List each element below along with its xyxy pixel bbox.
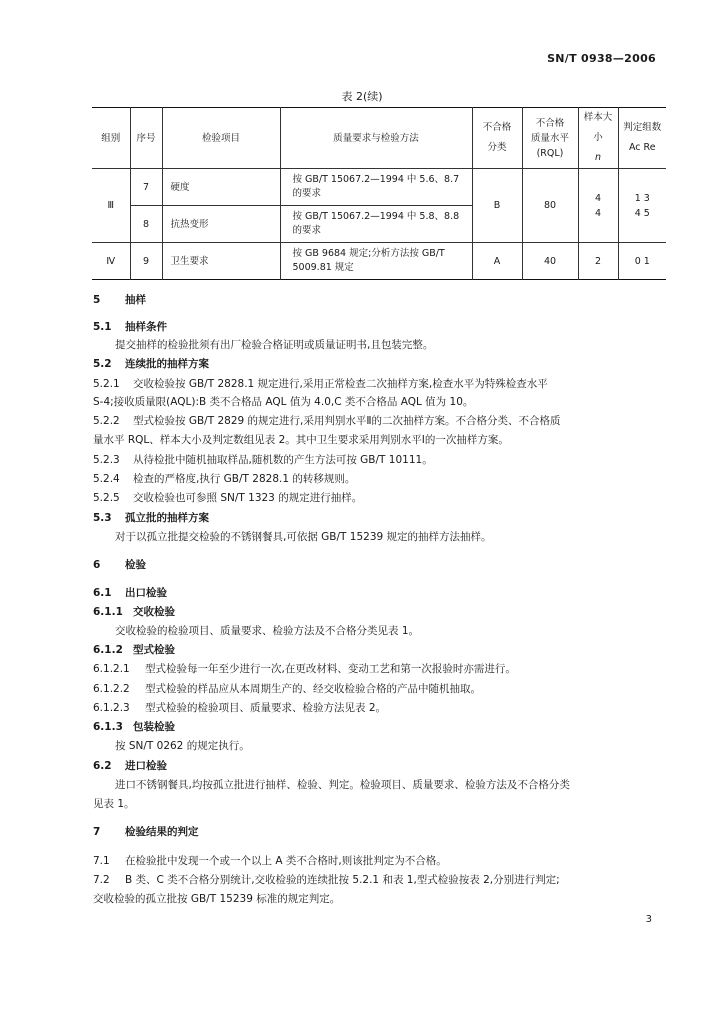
cell-group: Ⅳ xyxy=(92,243,130,280)
subsection-heading xyxy=(93,759,167,773)
clause-text: 型式检验的样品应从本周期生产的、经交收检验合格的产品中随机抽取。 xyxy=(145,683,481,695)
table-title: 表 2(续) xyxy=(341,90,383,103)
clause xyxy=(93,453,433,467)
header-class xyxy=(472,108,522,169)
clause xyxy=(93,662,516,676)
page-number: 3 xyxy=(645,914,652,925)
cell-acre-row8: 4 5 xyxy=(634,207,650,219)
paragraph: S-4;接收质量限(AQL):B 类不合格品 AQL 值为 4.0,C 类不合格品 AQL 值为 10。 xyxy=(93,396,474,408)
clause-number: 5.2.3 xyxy=(93,454,120,466)
cell-group: Ⅲ xyxy=(92,169,130,243)
table-header-row xyxy=(92,108,666,169)
heading-text: 抽样 xyxy=(125,294,146,306)
header-sample-size xyxy=(578,108,618,169)
clause-text: 从待检批中随机抽取样品,随机数的产生方法可按 GB/T 10111。 xyxy=(133,454,433,466)
header-item: 检验项目 xyxy=(162,108,280,169)
cell-n-row8: 4 xyxy=(594,207,602,219)
clause-number: 5.2.1 xyxy=(93,378,120,390)
subsection-heading xyxy=(93,605,175,619)
subsection-heading xyxy=(93,643,175,657)
subsection-heading xyxy=(93,320,167,334)
cell-n-row7: 4 xyxy=(594,192,602,204)
cell-class: B xyxy=(472,169,522,243)
paragraph: 按 SN/T 0262 的规定执行。 xyxy=(115,740,250,752)
clause xyxy=(93,701,386,715)
clause-text: 型式检验每一年至少进行一次,在更改材料、变动工艺和第一次报验时亦需进行。 xyxy=(145,663,516,675)
heading-text: 孤立批的抽样方案 xyxy=(125,512,209,524)
cell-req xyxy=(280,169,472,206)
header-group: 组别 xyxy=(92,108,130,169)
header-acre xyxy=(618,108,666,169)
cell-rql: 40 xyxy=(522,243,578,280)
header-rql-line1: 不合格 xyxy=(535,117,565,129)
clause-text: 交收检验也可参照 SN/T 1323 的规定进行抽样。 xyxy=(133,492,363,504)
heading-number: 6.1.1 xyxy=(93,606,123,618)
heading-text: 型式检验 xyxy=(133,644,175,656)
header-req: 质量要求与检验方法 xyxy=(280,108,472,169)
cell-req-line1: 按 GB/T 15067.2—1994 中 5.6、8.7 xyxy=(292,174,460,185)
header-acre-line1: 判定组数 xyxy=(623,122,662,133)
clause-text: 型式检验的检验项目、质量要求、检验方法见表 2。 xyxy=(145,702,387,714)
heading-text: 连续批的抽样方案 xyxy=(125,358,209,370)
heading-number: 6.1 xyxy=(93,587,112,599)
heading-number: 6.1.3 xyxy=(93,721,123,733)
subsection-heading xyxy=(93,357,209,371)
table-row xyxy=(92,169,666,206)
header-rql-line2: 质量水平 xyxy=(530,132,569,144)
clause-text: 交收检验按 GB/T 2828.1 规定进行,采用正常检查二次抽样方案,检查水平为特殊检查水平 xyxy=(133,378,548,390)
cell-req-line2: 的要求 xyxy=(292,188,322,199)
heading-text: 出口检验 xyxy=(125,587,167,599)
clause xyxy=(93,873,560,887)
heading-text: 抽样条件 xyxy=(125,321,167,333)
table-row xyxy=(92,243,666,280)
document-code: SN/T 0938—2006 xyxy=(547,52,656,65)
clause xyxy=(93,682,481,696)
header-rql xyxy=(522,108,578,169)
cell-class: A xyxy=(472,243,522,280)
heading-text: 检验结果的判定 xyxy=(125,826,199,838)
cell-item: 卫生要求 xyxy=(162,243,280,280)
cell-sample-size xyxy=(578,169,618,243)
cell-item: 抗热变形 xyxy=(162,206,280,243)
paragraph: 交收检验的孤立批按 GB/T 15239 标准的规定判定。 xyxy=(93,893,341,905)
inspection-table xyxy=(92,107,666,280)
header-n-line1: 样本大小 xyxy=(583,112,613,143)
paragraph: 交收检验的检验项目、质量要求、检验方法及不合格分类见表 1。 xyxy=(115,625,420,637)
header-class-line2: 分类 xyxy=(487,142,507,153)
cell-req-line1: 按 GB 9684 规定;分析方法按 GB/T xyxy=(292,248,445,259)
cell-item: 硬度 xyxy=(162,169,280,206)
cell-seq: 9 xyxy=(130,243,162,280)
clause xyxy=(93,472,355,486)
cell-acre xyxy=(618,169,666,243)
clause-number: 6.1.2.3 xyxy=(93,702,130,714)
cell-req-line2: 5009.81 规定 xyxy=(292,262,354,273)
clause-text: 检查的严格度,执行 GB/T 2828.1 的转移规则。 xyxy=(133,473,356,485)
paragraph: 进口不锈钢餐具,均按孤立批进行抽样、检验、判定。检验项目、质量要求、检验方法及不合格分类 xyxy=(115,779,570,791)
section-heading xyxy=(93,825,199,839)
clause-text: B 类、C 类不合格分别统计,交收检验的连续批按 5.2.1 和表 1,型式检验按表 2,分别进行判定; xyxy=(125,874,560,886)
cell-acre-row7: 1 3 xyxy=(634,192,650,204)
clause-number: 7.2 xyxy=(93,874,110,886)
paragraph: 见表 1。 xyxy=(93,798,135,810)
header-class-line1: 不合格 xyxy=(482,122,512,133)
heading-number: 7 xyxy=(93,826,101,838)
heading-number: 5 xyxy=(93,294,101,306)
heading-text: 进口检验 xyxy=(125,760,167,772)
clause-number: 5.2.4 xyxy=(93,473,120,485)
cell-req xyxy=(280,243,472,280)
heading-number: 5.1 xyxy=(93,321,112,333)
heading-number: 6 xyxy=(93,559,101,571)
section-heading xyxy=(93,293,146,307)
clause-number: 5.2.2 xyxy=(93,415,120,427)
cell-seq: 7 xyxy=(130,169,162,206)
paragraph: 对于以孤立批提交检验的不锈钢餐具,可依据 GB/T 15239 规定的抽样方法抽样。 xyxy=(115,531,492,543)
clause xyxy=(93,377,548,391)
heading-number: 5.2 xyxy=(93,358,112,370)
cell-req xyxy=(280,206,472,243)
clause-number: 6.1.2.1 xyxy=(93,663,130,675)
section-heading xyxy=(93,558,146,572)
cell-rql: 80 xyxy=(522,169,578,243)
header-seq: 序号 xyxy=(130,108,162,169)
header-n-line2: n xyxy=(594,152,602,163)
clause-text: 型式检验按 GB/T 2829 的规定进行,采用判别水平Ⅱ的二次抽样方案。不合格分类、不合格质 xyxy=(133,415,561,427)
paragraph: 提交抽样的检验批须有出厂检验合格证明或质量证明书,且包装完整。 xyxy=(115,339,434,351)
clause xyxy=(93,854,447,868)
cell-acre: 0 1 xyxy=(618,243,666,280)
heading-number: 6.1.2 xyxy=(93,644,123,656)
cell-req-line1: 按 GB/T 15067.2—1994 中 5.8、8.8 xyxy=(292,211,460,222)
heading-text: 包装检验 xyxy=(133,721,175,733)
heading-number: 6.2 xyxy=(93,760,112,772)
subsection-heading xyxy=(93,511,209,525)
header-rql-line3: (RQL) xyxy=(536,147,564,159)
clause xyxy=(93,414,561,428)
subsection-heading xyxy=(93,720,175,734)
clause-number: 7.1 xyxy=(93,855,110,867)
heading-number: 5.3 xyxy=(93,512,112,524)
subsection-heading xyxy=(93,586,167,600)
cell-seq: 8 xyxy=(130,206,162,243)
clause-text: 在检验批中发现一个或一个以上 A 类不合格时,则该批判定为不合格。 xyxy=(125,855,447,867)
cell-req-line2: 的要求 xyxy=(292,225,322,236)
clause-number: 6.1.2.2 xyxy=(93,683,130,695)
header-acre-line2: Ac Re xyxy=(628,142,656,153)
paragraph: 量水平 RQL、样本大小及判定数组见表 2。其中卫生要求采用判别水平Ⅰ的一次抽样方案。 xyxy=(93,434,509,446)
heading-text: 检验 xyxy=(125,559,146,571)
cell-sample-size: 2 xyxy=(578,243,618,280)
heading-text: 交收检验 xyxy=(133,606,175,618)
clause xyxy=(93,491,362,505)
clause-number: 5.2.5 xyxy=(93,492,120,504)
